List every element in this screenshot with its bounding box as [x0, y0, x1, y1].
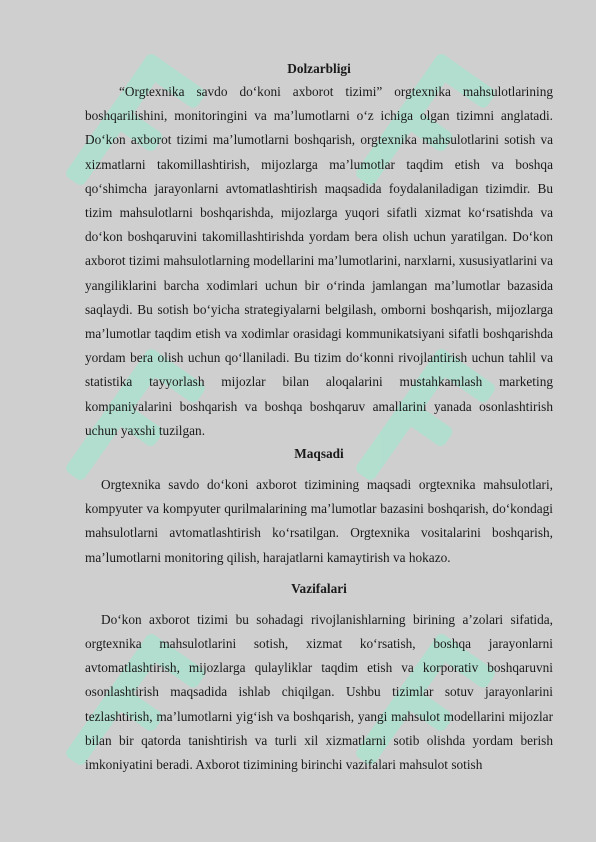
- section-paragraph-vazifalari: Do‘kon axborot tizimi bu sohadagi rivojlanishlarning birining a’zolari sifatida, orgtexnika mahsulotlarini sotish, xizmat ko‘rsatish, boshqa jarayonlarni avtomatlashtirish, mijozlarga qulayliklar taqdim etish va korporativ boshqaruvni osonlashtirish maqsadida ishlab chiqilgan. Ushbu tizimlar sotuv jarayonlarini tezlashtirish, ma’lumotlarni yig‘ish va boshqarish, yangi mahsulot modellarini mijozlar bilan bir qatorda tanishtirish va turli xil xizmatlarni sotib olishda yordam berish imkoniyatini beradi. Axborot tizimining birinchi vazifalari mahsulot sotish: [85, 611, 553, 773]
- section-paragraph-maqsadi: Orgtexnika savdo do‘koni axborot tizimining maqsadi orgtexnika mahsulotlari, kompyuter va kompyuter qurilmalarining ma’lumotlar bazasini boshqarish, do‘kondagi mahsulotlarni avtomatlashtirish ko‘rsatilgan. Orgtexnika vositalarini boshqarish, ma’lumotlarni monitoring qilish, harajatlarni kamaytirish va hokazo.: [85, 477, 553, 565]
- section-heading-vazifalari: Vazifalari: [291, 580, 347, 596]
- document-body: [85, 58, 553, 777]
- section-heading-maqsadi: Maqsadi: [294, 446, 344, 462]
- section-paragraph-dolzarbligi: “Orgtexnika savdo do‘koni axborot tizimi” orgtexnika mahsulotlarining boshqarilishini, monitoringini va ma’lumotlarni o‘z ichiga olgan tizimni anglatadi. Do‘kon axborot tizimi ma’lumotlarni boshqarish, orgtexnika mahsulotlarini sotish va xizmatlarni takomillashtirish, mijozlarga ma’lumotlar taqdim etish va boshqa qo‘shimcha jarayonlarni avtomatlashtirish maqsadida foydalaniladigan tizimdir. Bu tizim mahsulotlarni boshqarishda, mijozlarga yuqori sifatli xizmat ko‘rsatishda va do‘kon boshqaruvini takomillashtirishda yordam bera olish uchun yaratilgan. Do‘kon axborot tizimi mahsulotlarning modellarini ma’lumotlarini, narxlarni, xususiyatlarini va yangiliklarini barcha xodimlari uchun bir o‘rinda jamlangan ma’lumotlar bazasida saqlaydi. Bu sotish bo‘yicha strategiyalarni belgilash, omborni boshqarish, mijozlarga ma’lumotlar taqdim etish va xodimlar orasidagi kommunikatsiyani sifatli boshqarishda yordam bera olish uchun qo‘llaniladi. Bu tizim do‘konni rivojlantirish uchun tahlil va statistika tayyorlash mijozlar bilan aloqalarini mustahkamlash marketing kompaniyalarini boshqarish va boshqa boshqaruv amallarini yanada osonlashtirish uchun yaxshi tuzilgan.: [85, 84, 553, 438]
- section-heading-dolzarbligi: Dolzarbligi: [287, 61, 351, 76]
